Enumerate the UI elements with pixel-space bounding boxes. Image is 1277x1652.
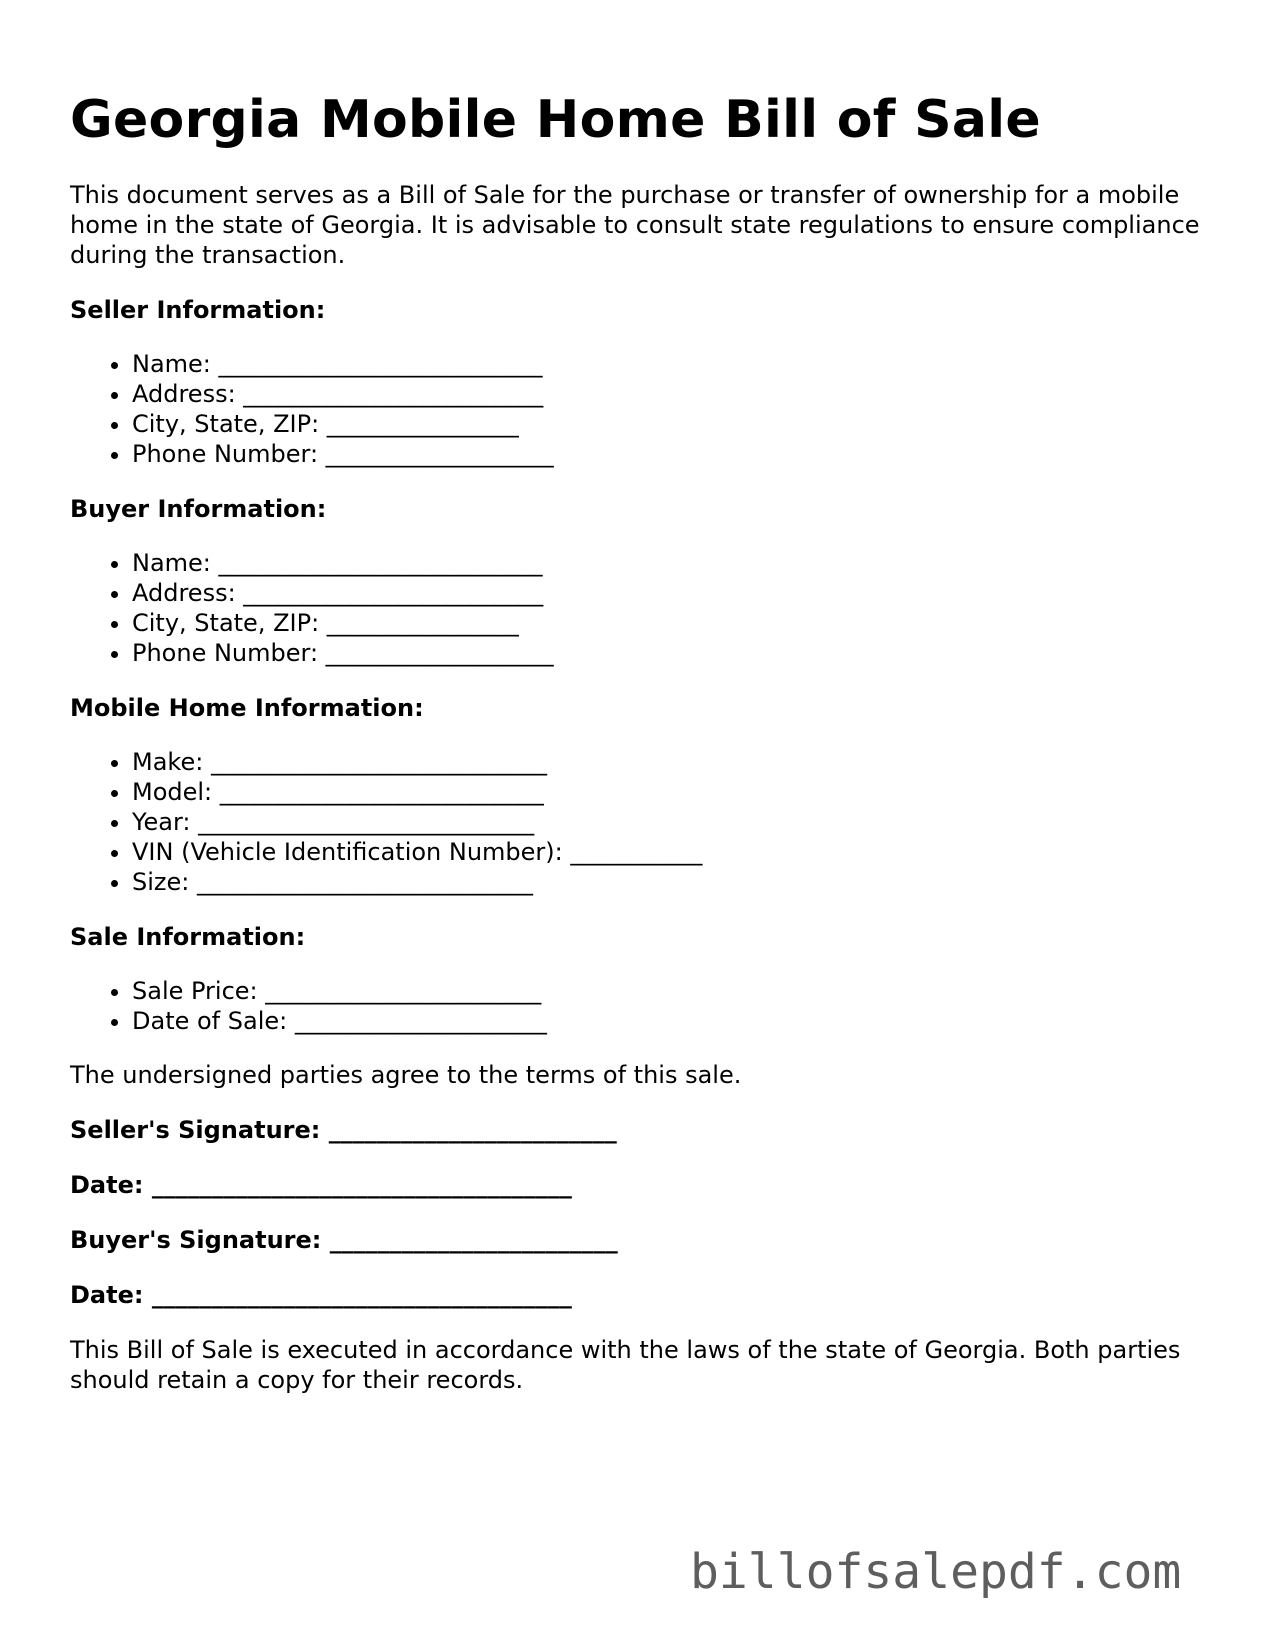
sale-section-heading: Sale Information: bbox=[70, 923, 306, 951]
intro-paragraph: This document serves as a Bill of Sale for the purchase or transfer of ownership for a mobile home in the state of Georgia. It is advisable to consult state regulations to ensure compliance during the transaction. bbox=[70, 181, 1200, 269]
buyer-signature-line: Buyer's Signature: ________________________ bbox=[70, 1226, 618, 1254]
sale-fields-list bbox=[70, 976, 1210, 1036]
buyer-city-state-zip-field: • City, State, ZIP: ________________ bbox=[132, 608, 1210, 638]
vin-field: • VIN (Vehicle Identification Number): ___________ bbox=[132, 837, 1210, 867]
document-title: Georgia Mobile Home Bill of Sale bbox=[70, 90, 1041, 150]
buyer-fields-list bbox=[70, 548, 1210, 668]
closing-paragraph: This Bill of Sale is executed in accordance with the laws of the state of Georgia. Both parties should retain a copy for their records. bbox=[70, 1336, 1181, 1394]
seller-section-heading: Seller Information: bbox=[70, 296, 326, 324]
agreement-statement: The undersigned parties agree to the terms of this sale. bbox=[70, 1061, 742, 1089]
mobile-home-section-heading: Mobile Home Information: bbox=[70, 694, 424, 722]
buyer-address-field: • Address: _________________________ bbox=[132, 578, 1210, 608]
buyer-phone-field: • Phone Number: ___________________ bbox=[132, 638, 1210, 668]
mobile-home-fields-list bbox=[70, 747, 1210, 897]
watermark-logo: billofsalepdf.com bbox=[690, 1544, 1182, 1600]
seller-date-line: Date: ___________________________________ bbox=[70, 1171, 572, 1199]
buyer-section-heading: Buyer Information: bbox=[70, 495, 327, 523]
seller-fields-list bbox=[70, 349, 1210, 469]
seller-phone-field: • Phone Number: ___________________ bbox=[132, 439, 1210, 469]
date-of-sale-field: • Date of Sale: _____________________ bbox=[132, 1006, 1210, 1036]
sale-price-field: • Sale Price: _______________________ bbox=[132, 976, 1210, 1006]
buyer-name-field: • Name: ___________________________ bbox=[132, 548, 1210, 578]
buyer-date-line: Date: ___________________________________ bbox=[70, 1281, 572, 1309]
model-field: • Model: ___________________________ bbox=[132, 777, 1210, 807]
seller-city-state-zip-field: • City, State, ZIP: ________________ bbox=[132, 409, 1210, 439]
seller-signature-line: Seller's Signature: ________________________ bbox=[70, 1116, 617, 1144]
document-content bbox=[70, 88, 1210, 1395]
size-field: • Size: ____________________________ bbox=[132, 867, 1210, 897]
year-field: • Year: ____________________________ bbox=[132, 807, 1210, 837]
seller-name-field: • Name: ___________________________ bbox=[132, 349, 1210, 379]
make-field: • Make: ____________________________ bbox=[132, 747, 1210, 777]
seller-address-field: • Address: _________________________ bbox=[132, 379, 1210, 409]
